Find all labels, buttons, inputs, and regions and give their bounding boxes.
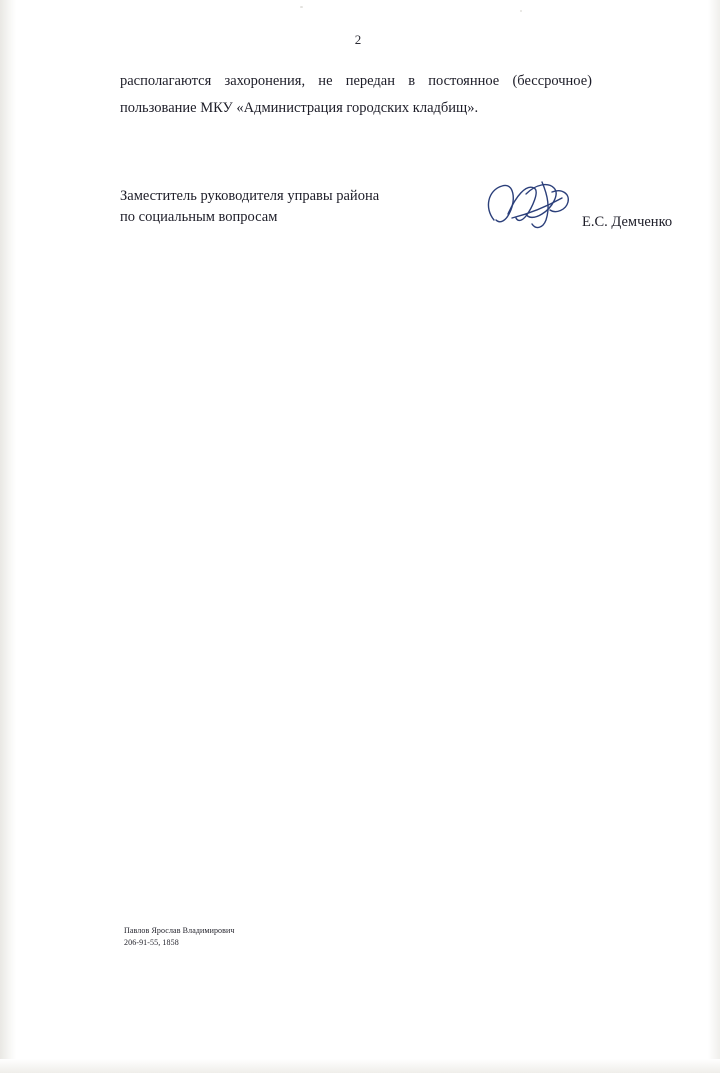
body-paragraph: располагаются захоронения, не передан в постоянное (бессрочное) пользование МКУ «Администрация городских кладбищ». <box>120 73 592 116</box>
signer-title <box>120 186 450 228</box>
executor-name: Павлов Ярослав Владимирович <box>124 926 235 935</box>
paper-sheet <box>8 0 708 1063</box>
scan-right-edge-shadow <box>708 0 720 1073</box>
executor-phone: 206-91-55, 1858 <box>124 937 179 947</box>
scan-bottom-edge-shadow <box>0 1059 720 1073</box>
page-number: 2 <box>354 32 362 47</box>
signer-title-line-2: по социальным вопросам <box>120 209 278 225</box>
signer-name: Е.С. Демченко <box>582 214 673 230</box>
document-body <box>120 68 592 122</box>
scan-left-edge-shadow <box>0 0 16 1073</box>
scan-speck <box>300 6 303 8</box>
signer-title-line-1: Заместитель руководителя управы района <box>120 188 380 204</box>
executor-info <box>124 925 235 948</box>
scan-speck <box>520 10 522 12</box>
signature-block <box>120 186 673 230</box>
